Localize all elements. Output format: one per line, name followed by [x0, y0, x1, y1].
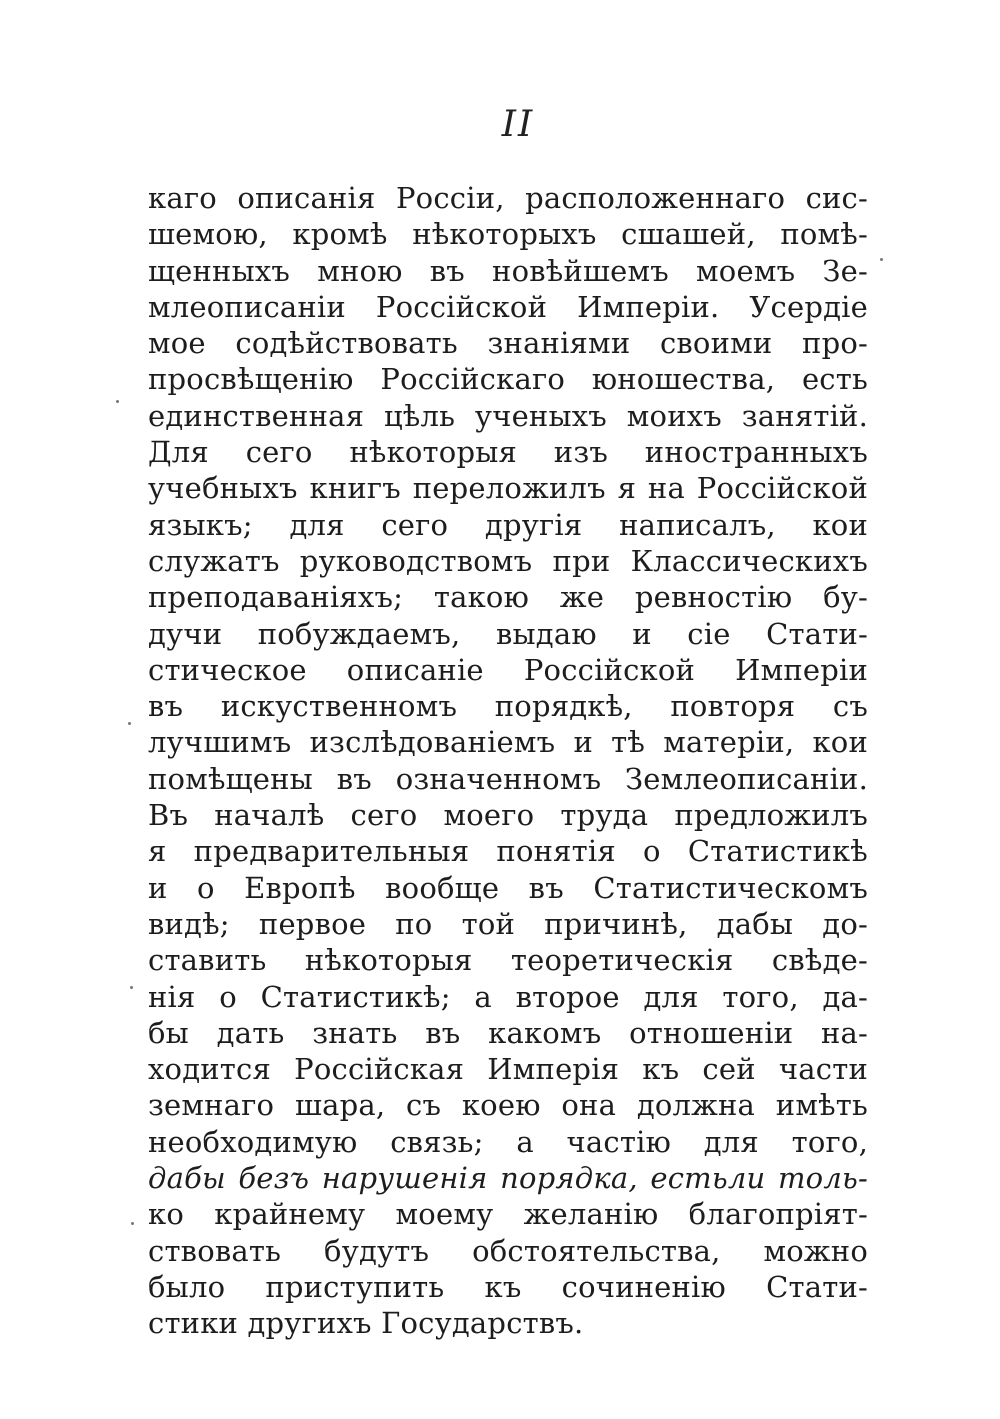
text-line: щенныхъ мною въ новѣйшемъ моемъ Зе- [148, 253, 868, 288]
text-line: я предварительныя понятія о Статистикѣ [148, 834, 868, 869]
text-line-italic: дабы безъ нарушенія порядка, естьли толь- [148, 1161, 868, 1196]
text-line: ствовать будутъ обстоятельства, можно [148, 1233, 868, 1268]
text-line: ставить нѣкоторыя теоретическія свѣде- [148, 943, 868, 978]
text-line: лучшимъ изслѣдованіемъ и тѣ матеріи, кои [148, 725, 868, 760]
text-line: помѣщены въ означенномъ Землеописаніи. [148, 761, 868, 796]
text-line: нія о Статистикѣ; а второе для того, да- [148, 979, 868, 1014]
text-line: видѣ; первое по той причинѣ, дабы до- [148, 906, 868, 941]
print-speck [116, 400, 119, 403]
page-number: II [501, 104, 535, 145]
text-line: учебныхъ книгъ переложилъ я на Россійской [148, 471, 868, 506]
print-speck [128, 722, 131, 725]
text-line: ходится Россійская Имперія къ сей части [148, 1052, 868, 1087]
text-line: Для сего нѣкоторыя изъ иностранныхъ [148, 435, 868, 470]
text-line: Въ началѣ сего моего труда предложилъ [148, 798, 868, 833]
text-line: ко крайнему моему желанію благопріят- [148, 1197, 868, 1232]
body-text [148, 180, 868, 1342]
text-line: служатъ руководствомъ при Классическихъ [148, 543, 868, 578]
text-line: стики другихъ Государствъ. [148, 1306, 584, 1341]
print-speck [131, 1222, 134, 1225]
text-line: просвѣщенію Россійскаго юношества, есть [148, 362, 868, 397]
text-line: было приступить къ сочиненію Стати- [148, 1269, 868, 1304]
text-line: единственная цѣль ученыхъ моихъ занятій. [148, 398, 868, 433]
text-line: и о Европѣ вообще въ Статистическомъ [148, 870, 868, 905]
text-line: преподаваніяхъ; такою же ревностію бу- [148, 580, 868, 615]
text-line: дучи побуждаемъ, выдаю и сіе Стати- [148, 616, 868, 651]
text-line: каго описанія Россіи, расположеннаго сис- [148, 181, 868, 215]
text-line: шемою, кромѣ нѣкоторыхъ сшашей, помѣ- [148, 217, 868, 252]
text-line: стическое описаніе Россійской Имперіи [148, 652, 868, 687]
print-speck [130, 986, 133, 989]
text-line: земнаго шара, съ коею она должна имѣть [148, 1088, 868, 1123]
text-line: въ искуственномъ порядкѣ, повторя съ [148, 689, 868, 724]
print-speck [880, 258, 883, 261]
text-line: мое содѣйствовать знаніями своими про- [148, 326, 868, 361]
text-line: бы дать знать въ какомъ отношеніи на- [148, 1015, 868, 1050]
text-line: млеописаніи Россійской Имперіи. Усердіе [148, 289, 868, 324]
text-line: языкъ; для сего другія написалъ, кои [148, 507, 868, 542]
text-line: необходимую связь; а частію для того, [148, 1124, 868, 1159]
